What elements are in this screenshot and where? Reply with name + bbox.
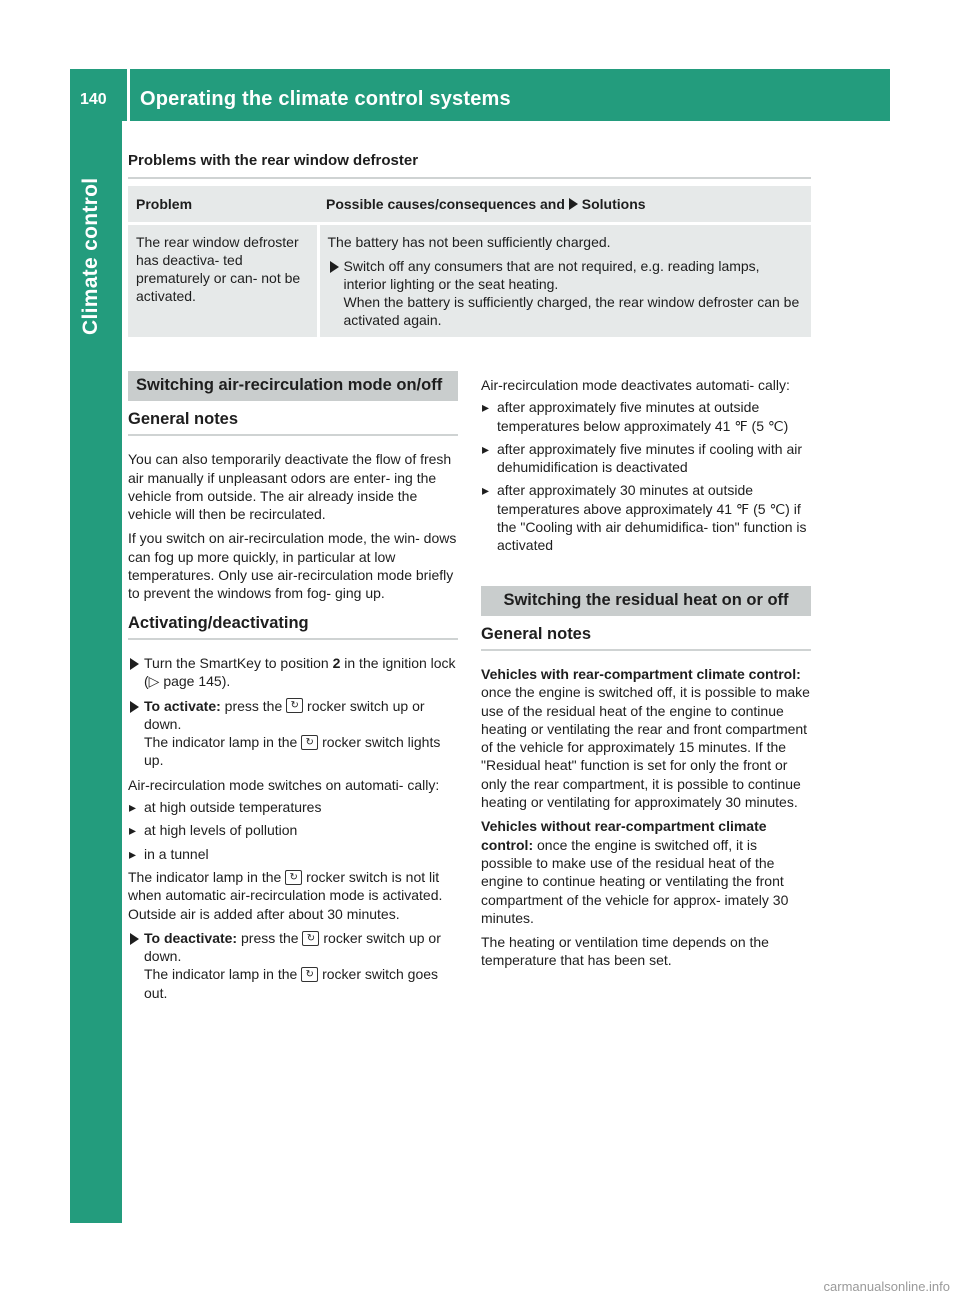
causes-column-header: Possible causes/consequences and Solutions — [318, 186, 811, 224]
step-deactivate: To deactivate: press the ↻ rocker switch up or down. The indicator lamp in the ↻ rocker switch goes out. — [128, 929, 458, 1002]
general-notes-p2: If you switch on air-recirculation mode, the win- dows can fog up more quickly, in particular at low temperatures. Only use air-recirculation mode briefly to prevent the windows from fog- ging up. — [128, 530, 457, 602]
header-separator — [127, 69, 130, 121]
residual-general-notes-heading: General notes — [481, 625, 811, 651]
problem-column-header: Problem — [128, 186, 318, 224]
left-column — [128, 371, 458, 1008]
solution-cell — [318, 224, 811, 338]
general-notes-p1: You can also temporarily deactivate the flow of fresh air manually if unpleasant odors are enter- ing the vehicle from outside. The air already inside the vehicle will then be recirculated. — [128, 451, 452, 523]
recirculation-switch-icon: ↻ — [286, 698, 303, 713]
chapter-title: Operating the climate control systems — [140, 88, 511, 110]
residual-heat-section-title: Switching the residual heat on or off — [481, 586, 811, 616]
list-item: ▸ in a tunnel — [128, 845, 458, 863]
action-arrow-icon — [130, 658, 139, 670]
page-ref-link[interactable]: ▷ page 145). — [148, 673, 231, 690]
cause-text: The battery has not been sufficiently charged. — [327, 234, 611, 250]
recirculation-switch-icon: ↻ — [301, 735, 318, 750]
side-tab-marker — [70, 1172, 122, 1222]
auto-off-intro: Air-recirculation mode deactivates automati- cally: — [481, 377, 790, 393]
action-arrow-icon — [130, 933, 139, 945]
list-item: ▸ at high outside temperatures — [128, 798, 458, 816]
list-item: ▸ after approximately five minutes if cooling with air dehumidification is deactivated — [481, 440, 811, 477]
watermark: carmanualsonline.info — [823, 1279, 950, 1294]
action-arrow-icon — [569, 198, 578, 210]
action-arrow-icon — [130, 701, 139, 713]
problems-table — [128, 186, 811, 337]
defroster-section-title: Problems with the rear window defroster — [128, 152, 419, 169]
list-item: ▸ at high levels of pollution — [128, 821, 458, 839]
auto-on-intro: Air-recirculation mode switches on automati- cally: — [128, 776, 440, 793]
step-activate: To activate: press the ↻ rocker switch up or down. The indicator lamp in the ↻ rocker switch lights up. — [128, 697, 458, 770]
list-item: ▸ after approximately five minutes at outside temperatures below approximately 41 ℉ (5 ℃) — [481, 398, 811, 435]
residual-p1: Vehicles with rear-compartment climate control: once the engine is switched off, it is possible to make use of the residual heat of the engine to continue heating or ventilating the rear and front compartment of the vehicle for approximately 15 minutes. If the "Residual heat" function is set for only the front or only the rear compartment, it is possible to continue heating or ventilating for approximately 30 minutes. — [481, 665, 810, 811]
solution-step: Switch off any consumers that are not required, e.g. reading lamps, interior lighting or the seat heating. When the battery is sufficiently charged, the rear window defroster can be activated again. — [328, 257, 804, 329]
general-notes-heading: General notes — [128, 410, 458, 436]
page-number: 140 — [80, 91, 107, 108]
recirculation-switch-icon: ↻ — [301, 967, 318, 982]
table-row — [128, 224, 811, 338]
recirculation-section-title: Switching air-recirculation mode on/off — [128, 371, 458, 401]
step-turn-key: Turn the SmartKey to position 2 in the ignition lock (▷ page 145). — [128, 654, 458, 691]
residual-p2: Vehicles without rear-compartment climate control: once the engine is switched off, it is possible to make use of the residual heat of the engine to continue heating or ventilating the front compartment of the vehicle for approx- imately 30 minutes. — [481, 818, 789, 926]
table-header-row — [128, 186, 811, 224]
side-tab-label: Climate control — [79, 177, 102, 335]
section-rule — [128, 177, 811, 179]
activating-heading: Activating/deactivating — [128, 614, 458, 640]
action-arrow-icon — [330, 261, 339, 273]
auto-on-note: The indicator lamp in the ↻ rocker switch is not lit when automatic air-recirculation mode is activated. Outside air is added after about 30 minutes. — [128, 868, 443, 922]
recirculation-switch-icon: ↻ — [285, 870, 302, 885]
residual-p3: The heating or ventilation time depends on the temperature that has been set. — [481, 934, 769, 969]
problem-cell: The rear window defroster has deactiva- ted prematurely or can- not be activated. — [128, 224, 318, 338]
list-item: ▸ after approximately 30 minutes at outside temperatures above approximately 41 ℉ (5 ℃) if the "Cooling with air dehumidifica- tion" function is activated — [481, 481, 811, 554]
right-column — [481, 376, 811, 976]
recirculation-switch-icon: ↻ — [302, 931, 319, 946]
